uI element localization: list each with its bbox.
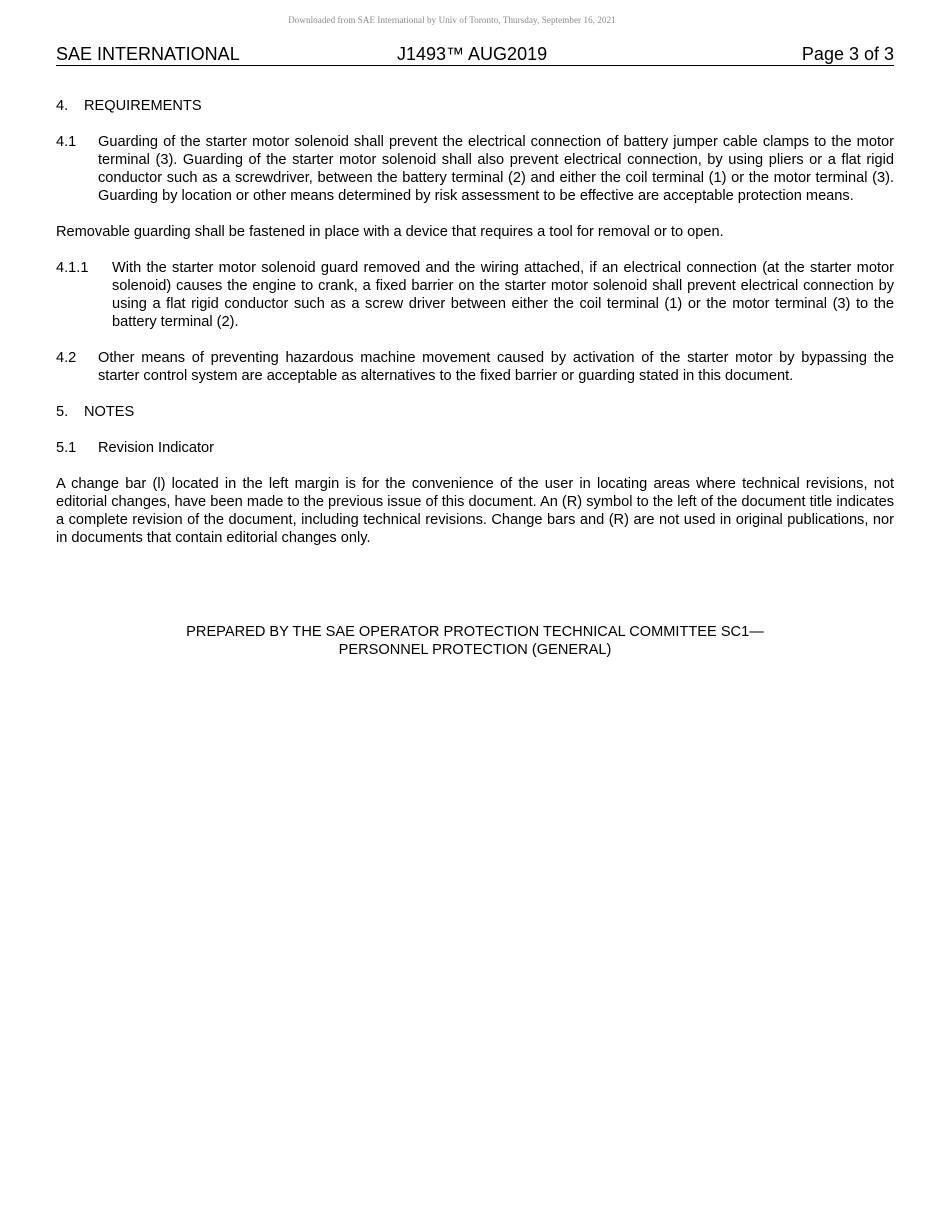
prepared-by-block (56, 623, 894, 659)
prepared-by-line-2: PERSONNEL PROTECTION (GENERAL) (338, 642, 612, 658)
header-doc-id: J1493™ AUG2019 (397, 44, 548, 64)
document-body (56, 97, 894, 565)
section-number: 4.1 (56, 134, 77, 150)
section-text: Guarding of the starter motor solenoid shall prevent the electrical connection of battery jumper cable clamps to the motor terminal (3). Guarding of the starter motor solenoid shall also prevent electrical connection, by using pliers or a flat rigid conductor such as a screwdriver, between the battery terminal (2) and either the coil terminal (1) or the motor terminal (3). Guarding by location or other means determined by risk assessment to be effective are acceptable protection means. (98, 134, 894, 204)
section-number: 4. (56, 98, 69, 114)
prepared-by-line-1: PREPARED BY THE SAE OPERATOR PROTECTION TECHNICAL COMMITTEE SC1— (186, 624, 764, 640)
section-number: 5.1 (56, 440, 77, 456)
section-5-1-heading (56, 439, 894, 457)
section-title: Revision Indicator (98, 440, 214, 456)
section-text: Other means of preventing hazardous machine movement caused by activation of the starter motor by bypassing the starter control system are acceptable as alternatives to the fixed barrier or guarding stated in this document. (98, 350, 894, 384)
section-title: NOTES (84, 404, 135, 420)
section-number: 4.1.1 (56, 260, 89, 276)
download-watermark: Downloaded from SAE International by Univ of Toronto, Thursday, September 16, 2021 (288, 15, 616, 25)
section-4-1 (56, 133, 894, 205)
header-page-number: Page 3 of 3 (801, 44, 894, 64)
section-number: 5. (56, 404, 69, 420)
section-text: With the starter motor solenoid guard removed and the wiring attached, if an electrical connection (at the starter motor solenoid) causes the engine to crank, a fixed barrier on the starter motor solenoid shall prevent electrical connection by using a flat rigid conductor such as a screw driver between either the coil terminal (1) or the motor terminal (3) to the battery terminal (2). (112, 260, 894, 330)
section-4-heading (56, 97, 894, 115)
change-bar-paragraph: A change bar (l) located in the left margin is for the convenience of the user in locating areas where technical revisions, not editorial changes, have been made to the previous issue of this document. An (R) symbol to the left of the document title indicates a complete revision of the document, including technical revisions. Change bars and (R) are not used in original publications, nor in documents that contain editorial changes only. (56, 476, 894, 546)
section-number: 4.2 (56, 350, 77, 366)
section-5-heading (56, 403, 894, 421)
section-title: REQUIREMENTS (84, 98, 202, 114)
header-org: SAE INTERNATIONAL (56, 44, 240, 64)
section-4-2 (56, 349, 894, 385)
page-header (56, 43, 894, 66)
removable-guarding-paragraph: Removable guarding shall be fastened in place with a device that requires a tool for removal or to open. (56, 224, 724, 240)
section-4-1-1 (56, 259, 894, 331)
